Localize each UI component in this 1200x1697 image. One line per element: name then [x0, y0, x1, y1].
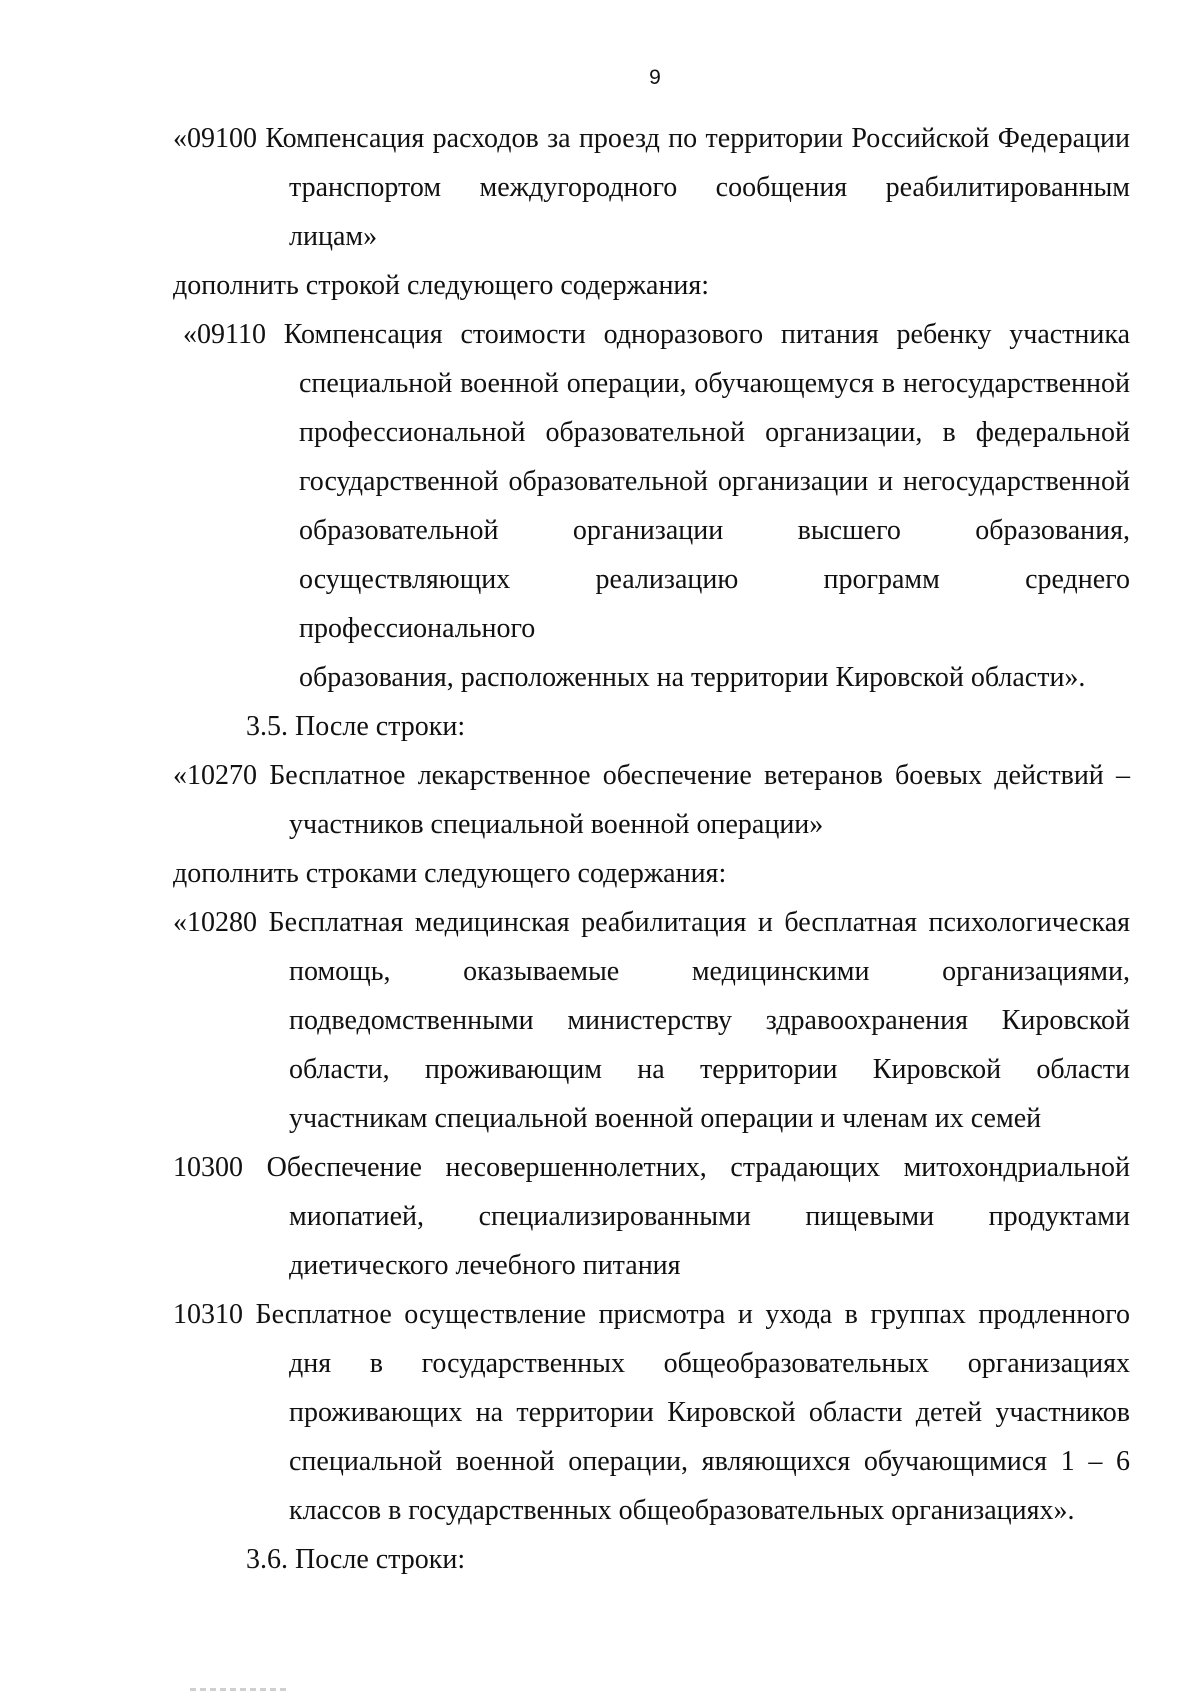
- add-lines-instruction: дополнить строками следующего содержания:: [173, 858, 727, 889]
- entry-09110-line-1: специальной военной операции, обучающемуся в негосударственной: [299, 368, 1130, 399]
- entry-10310-line-1: дня в государственных общеобразовательных организациях: [289, 1348, 1130, 1379]
- page-number: 9: [649, 66, 661, 89]
- entry-10310-line-2: проживающих на территории Кировской области детей участников: [289, 1397, 1130, 1428]
- entry-10280-line-1: помощь, оказываемые медицинскими организациями,: [289, 956, 1130, 987]
- entry-10300-line-1: миопатией, специализированными пищевыми продуктами: [289, 1201, 1130, 1232]
- entry-09110: [173, 310, 1130, 702]
- entry-09100-continuation: [173, 163, 1130, 261]
- entry-09110-first-line: «09110 Компенсация стоимости одноразового питания ребенку участника: [183, 319, 1130, 350]
- entry-10280-line-2: подведомственными министерству здравоохранения Кировской: [289, 1005, 1130, 1036]
- scan-artifact: [190, 1688, 290, 1691]
- entry-10310-continuation: [173, 1339, 1130, 1535]
- section-3-5-heading: 3.5. После строки:: [246, 711, 466, 742]
- document-body: [173, 114, 1130, 1584]
- entry-10280-continuation: [173, 947, 1130, 1143]
- entry-09110-line-3: государственной образовательной организации и негосударственной: [299, 466, 1130, 497]
- entry-10280: [173, 898, 1130, 1143]
- entry-10270-first-line: «10270 Бесплатное лекарственное обеспечение ветеранов боевых действий –: [173, 760, 1130, 791]
- entry-10280-first-line: «10280 Бесплатная медицинская реабилитация и бесплатная психологическая: [173, 907, 1130, 938]
- entry-10300: [173, 1143, 1130, 1290]
- add-line-instruction: дополнить строкой следующего содержания:: [173, 270, 710, 301]
- entry-09110-line-4: образовательной организации высшего образования,: [299, 515, 1130, 546]
- entry-10270-continuation: [173, 800, 1130, 849]
- entry-09100-line-2: лицам»: [289, 221, 378, 252]
- entry-09100-line-1: транспортом междугородного сообщения реабилитированным: [289, 172, 1130, 203]
- entry-10310-line-4: классов в государственных общеобразовательных организациях».: [289, 1495, 1075, 1526]
- entry-09110-line-2: профессиональной образовательной организации, в федеральной: [299, 417, 1130, 448]
- entry-09110-line-6: образования, расположенных на территории Кировской области».: [299, 662, 1086, 693]
- entry-09100-first-line: «09100 Компенсация расходов за проезд по территории Российской Федерации: [173, 123, 1130, 154]
- entry-10300-first-line: 10300 Обеспечение несовершеннолетних, страдающих митохондриальной: [173, 1152, 1130, 1183]
- entry-10270: [173, 751, 1130, 849]
- entry-10310-line-3: специальной военной операции, являющихся обучающимися 1 – 6: [289, 1446, 1130, 1477]
- entry-10280-line-4: участникам специальной военной операции и членам их семей: [289, 1103, 1042, 1134]
- entry-10280-line-3: области, проживающим на территории Кировской области: [289, 1054, 1130, 1085]
- entry-10270-line-1: участников специальной военной операции»: [289, 809, 824, 840]
- entry-09110-continuation: [183, 359, 1130, 702]
- entry-10310-first-line: 10310 Бесплатное осуществление присмотра и ухода в группах продленного: [173, 1299, 1130, 1330]
- entry-10310: [173, 1290, 1130, 1535]
- entry-09110-line-5: осуществляющих реализацию программ среднего профессионального: [299, 564, 1130, 644]
- section-3-6-heading: 3.6. После строки:: [246, 1544, 466, 1575]
- entry-10300-continuation: [173, 1192, 1130, 1290]
- entry-10300-line-2: диетического лечебного питания: [289, 1250, 681, 1281]
- entry-09100: [173, 114, 1130, 261]
